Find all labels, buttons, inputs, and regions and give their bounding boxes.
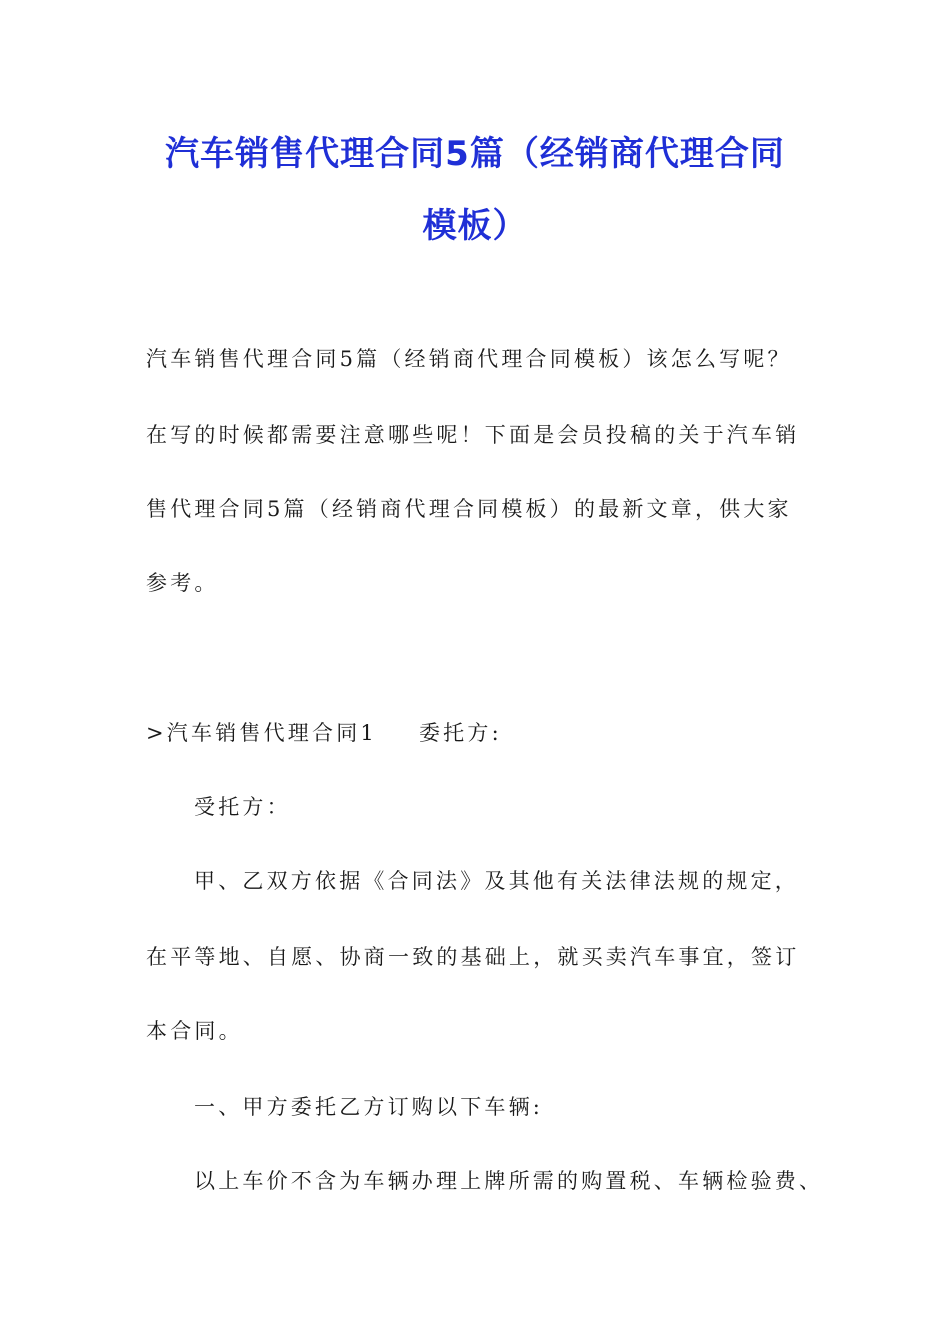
section-1-heading-row [146, 718, 502, 748]
clause-1-heading: 一、甲方委托乙方订购以下车辆: [194, 1095, 544, 1119]
title-line-2: 模板） [422, 206, 528, 246]
clause-1-text: 以上车价不含为车辆办理上牌所需的购置税、车辆检验费、 [194, 1169, 824, 1193]
title-line-1: 汽车销售代理合同5篇（经销商代理合同 [165, 134, 785, 174]
intro-line-2: 在写的时候都需要注意哪些呢！下面是会员投稿的关于汽车销 [146, 423, 800, 447]
section-1-heading: >汽车销售代理合同1 [146, 721, 377, 745]
client-label: 委托方: [418, 721, 502, 745]
para-1-line-3: 本合同。 [146, 1019, 243, 1043]
para-1-line-2: 在平等地、自愿、协商一致的基础上，就买卖汽车事宜，签订 [146, 945, 800, 969]
para-1-line-1: 甲、乙双方依据《合同法》及其他有关法律法规的规定， [194, 869, 799, 893]
intro-line-4: 参考。 [146, 571, 219, 595]
intro-line-3: 售代理合同5篇（经销商代理合同模板）的最新文章，供大家 [146, 497, 792, 521]
intro-line-1: 汽车销售代理合同5篇（经销商代理合同模板）该怎么写呢？ [146, 347, 792, 371]
document-title [120, 118, 830, 262]
trustee-label: 受托方： [194, 795, 291, 819]
